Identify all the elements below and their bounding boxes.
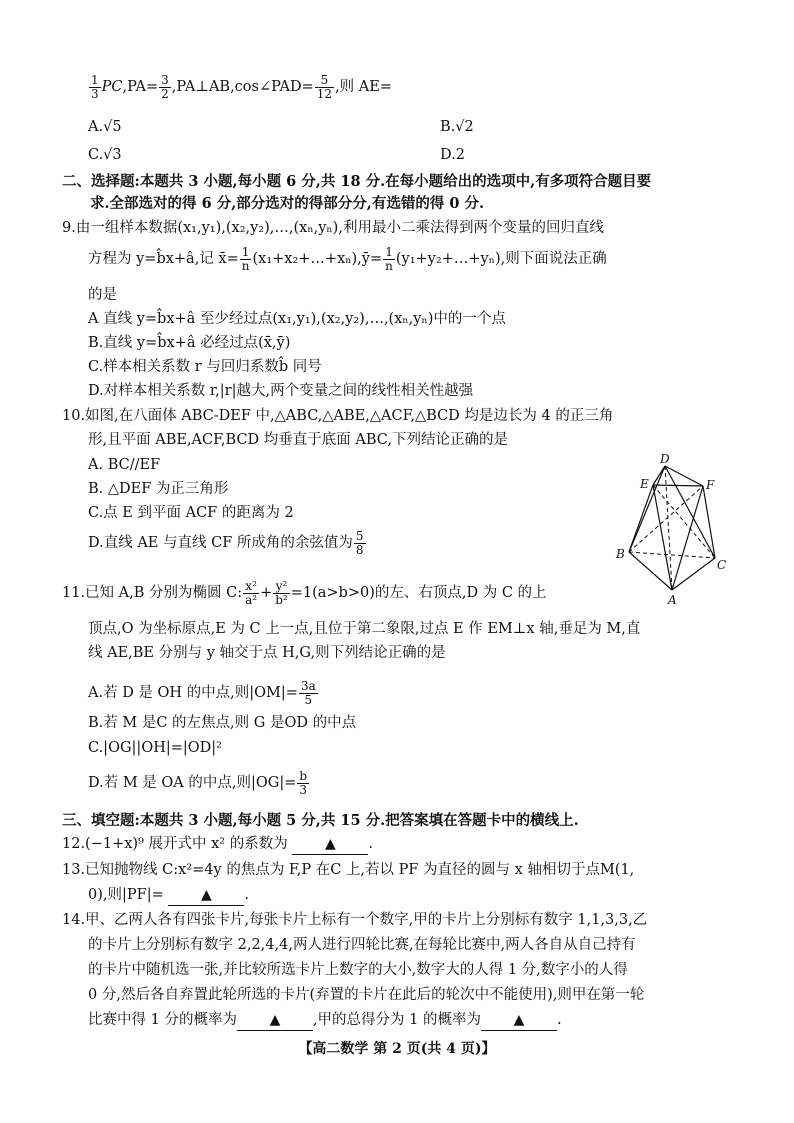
fraction: $\frac{1}{3}$	[91, 73, 99, 101]
vertex-label-a: A	[668, 593, 677, 607]
q10-option-c: C.点 E 到平面 ACF 的距离为 2	[88, 505, 294, 521]
q11-option-a: A.若 D 是 OH 的中点,则|OM|= $\frac{3a}{5}$	[88, 679, 316, 707]
q9-option-d: D.对样本相关系数 r,|r|越大,两个变量之间的线性相关性越强	[88, 383, 474, 399]
q11-option-c: C.|OG||OH|=|OD|²	[88, 740, 222, 756]
q9-option-a: A 直线 y=b̂x+â 至少经过点(x₁,y₁),(x₂,y₂),…,(xₙ,yₙ)中的一个点	[88, 311, 506, 327]
section-3-heading: 三、填空题:本题共 3 小题,每小题 5 分,共 15 分.把答案填在答题卡中的横线上.	[62, 812, 579, 829]
q9-stem-line3: 的是	[88, 287, 117, 303]
fraction: $\frac{5}{12}$	[316, 73, 333, 101]
answer-blank[interactable]: ▲	[292, 835, 368, 855]
edge-BF-hidden	[629, 486, 703, 552]
edge-EF	[653, 485, 703, 486]
fraction: $\frac{\text{y²}}{\text{b²}}$	[275, 579, 288, 607]
fraction: $\frac{3}{2}$	[161, 73, 169, 101]
q10-option-d: D.直线 AE 与直线 CF 所成角的余弦值为 $\frac{5}{8}$	[88, 529, 364, 557]
fraction: $\frac{1}{n}$	[385, 245, 393, 273]
edge-AC	[672, 558, 715, 590]
page-footer: 【高二数学 第 2 页(共 4 页)】	[298, 1041, 496, 1057]
q14-line3: 的卡片中随机选一张,并比较所选卡片上数字的大小,数字大的人得 1 分,数字小的人得	[88, 962, 628, 978]
q12: 12.(−1+x)⁹ 展开式中 x² 的系数为 ▲ .	[62, 835, 373, 855]
answer-blank[interactable]: ▲	[168, 886, 244, 906]
q11-option-b: B.若 M 是C 的左焦点,则 G 是OD 的中点	[88, 715, 357, 731]
q10-option-a: A. BC//EF	[88, 457, 161, 473]
q9-option-c: C.样本相关系数 r 与回归系数b̂ 同号	[88, 359, 322, 375]
section-2-heading: 二、选择题:本题共 3 小题,每小题 6 分,共 18 分.在每小题给出的选项中,有多项符合题目要	[62, 173, 652, 190]
fraction: $\frac{5}{8}$	[355, 529, 364, 557]
vertex-label-b: B	[616, 547, 625, 561]
q13-line1: 13.已知抛物线 C:x²=4y 的焦点为 F,P 在C 上,若以 PF 为直径的圆与 x 轴相切于点M(1,	[62, 862, 635, 878]
q11-stem-line1: 11.已知 A,B 分别为椭圆 C: $\frac{\text{x²}}{\text{a²}}$ + $\frac{\text{y²}}{\text{b²}}$ =1(a>b>0)的左、右顶点,D 为 C 的上	[62, 579, 547, 607]
section-2-heading-cont: 求.全部选对的得 6 分,部分选对的得部分分,有选错的得 0 分.	[90, 195, 485, 212]
answer-blank-2[interactable]: ▲	[481, 1011, 557, 1031]
q9-option-b: B.直线 y=b̂x+â 必经过点(x̄,ȳ)	[88, 335, 291, 351]
q14-line4: 0 分,然后各自弃置此轮所选的卡片(弃置的卡片在此后的轮次中不能使用),则甲在第一轮	[88, 987, 645, 1003]
q8-option-d: D.2	[440, 147, 465, 163]
answer-blank-1[interactable]: ▲	[237, 1011, 313, 1031]
q9-stem-line2: 方程为 y=b̂x+â,记 x̄= $\frac{1}{n}$ (x₁+x₂+…+xₙ),ȳ= $\frac{1}{n}$ (y₁+y₂+…+yₙ),则下面说法正确	[88, 245, 607, 273]
fraction: $\frac{3a}{5}$	[300, 679, 316, 707]
q9-stem-line1: 9.由一组样本数据(x₁,y₁),(x₂,y₂),…,(xₙ,yₙ),利用最小二乘法得到两个变量的回归直线	[62, 220, 604, 236]
q14-line1: 14.甲、乙两人各有四张卡片,每张卡片上标有一个数字,甲的卡片上分别标有数字 1,1,3,3,乙	[62, 912, 648, 928]
q10-stem-line2: 形,且平面 ABE,ACF,BCD 均垂直于底面 ABC,下列结论正确的是	[88, 432, 508, 448]
fraction: $\frac{\text{x²}}{\text{a²}}$	[245, 579, 258, 607]
edge-EC-hidden	[653, 485, 715, 558]
q14-line5: 比赛中得 1 分的概率为 ▲ ,甲的总得分为 1 的概率为 ▲ .	[88, 1011, 562, 1031]
q11-option-d: D.若 M 是 OA 的中点,则|OG|= $\frac{b}{3}$	[88, 769, 308, 797]
q14-line2: 的卡片上分别标有数字 2,2,4,4,两人进行四轮比赛,在每轮比赛中,两人各自从自己持有	[88, 937, 636, 953]
vertex-label-f: F	[706, 478, 715, 492]
vertex-label-e: E	[640, 477, 649, 491]
q13-line2: 0),则|PF|= ▲ .	[88, 886, 249, 906]
octahedron-figure	[605, 452, 740, 610]
fraction: $\frac{1}{n}$	[241, 245, 250, 273]
vertex-label-d: D	[660, 452, 670, 466]
q8-option-c: C.√3	[88, 147, 122, 163]
q10-stem-line1: 10.如图,在八面体 ABC-DEF 中,△ABC,△ABE,△ACF,△BCD 均是边长为 4 的正三角	[62, 408, 614, 424]
edge-BC-hidden	[629, 552, 715, 558]
q10-option-b: B. △DEF 为正三角形	[88, 481, 229, 497]
q8-stem: $\frac{1}{3}$ PC,PA= $\frac{3}{2}$ ,PA⊥AB,cos∠PAD= $\frac{5}{12}$ ,则 AE=	[91, 73, 393, 101]
q8-option-b: B.√2	[440, 119, 474, 135]
q8-option-a: A.√5	[88, 119, 122, 135]
fraction: $\frac{b}{3}$	[299, 769, 308, 797]
q11-stem-line2: 顶点,O 为坐标原点,E 为 C 上一点,且位于第二象限,过点 E 作 EM⊥x 轴,垂足为 M,直	[88, 621, 641, 637]
edge-FA	[672, 486, 703, 590]
vertex-label-c: C	[717, 558, 727, 572]
q11-stem-line3: 线 AE,BE 分别与 y 轴交于点 H,G,则下列结论正确的是	[88, 645, 446, 661]
